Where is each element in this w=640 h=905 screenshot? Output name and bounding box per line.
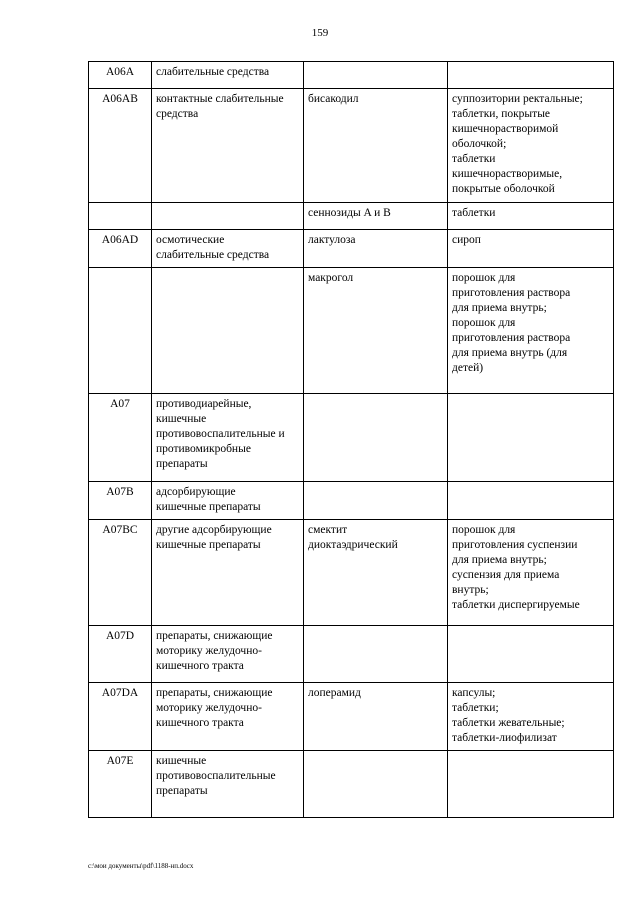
cell-text-line: кишечнорастворимые, <box>452 168 563 180</box>
dosage-form-cell <box>448 683 614 751</box>
cell-text-line: для приема внутрь; <box>452 554 547 566</box>
cell-text-line: кишечнорастворимой <box>452 123 559 135</box>
atc-code-cell: A07BC <box>89 520 152 626</box>
cell-text-line: капсулы; <box>452 687 496 699</box>
cell-text-line: кишечные <box>156 413 207 425</box>
dosage-form-cell <box>448 203 614 230</box>
cell-text-line: контактные слабительные <box>156 93 284 105</box>
cell-text-line: кишечного тракта <box>156 717 244 729</box>
cell-text-line: таблетки жевательные; <box>452 717 565 729</box>
dosage-form-cell <box>448 520 614 626</box>
cell-text-line: противовоспалительные <box>156 770 276 782</box>
table-row <box>89 751 614 818</box>
cell-text-line: приготовления раствора <box>452 287 571 299</box>
group-name-cell <box>152 751 304 818</box>
cell-text-line: суспензия для приема <box>452 569 560 581</box>
cell-text-line: лоперамид <box>308 687 361 699</box>
cell-text-line: покрытые оболочкой <box>452 183 555 195</box>
dosage-form-cell <box>448 626 614 683</box>
page-number: 159 <box>311 27 329 39</box>
table-row <box>89 482 614 520</box>
table-row <box>89 203 614 230</box>
drug-name-cell <box>304 268 448 394</box>
cell-text-line: внутрь; <box>452 584 489 596</box>
cell-text-line: бисакодил <box>308 93 359 105</box>
drug-name-cell <box>304 683 448 751</box>
cell-text-line: таблетки <box>452 207 496 219</box>
cell-text-line: таблетки-лиофилизат <box>452 732 557 744</box>
file-path-footer: c:\мои документы\pdf\1188-нп.docx <box>88 862 194 870</box>
cell-text-line: осмотические <box>156 234 225 246</box>
cell-text-line: препараты, снижающие <box>156 630 273 642</box>
cell-text-line: моторику желудочно- <box>156 702 262 714</box>
atc-code-cell: A07DA <box>89 683 152 751</box>
atc-code-cell: A07D <box>89 626 152 683</box>
cell-text-line: слабительные средства <box>156 249 270 261</box>
cell-text-line: препараты <box>156 785 208 797</box>
atc-code-cell <box>89 203 152 230</box>
cell-text-line: кишечные <box>156 755 207 767</box>
table-row <box>89 626 614 683</box>
cell-text-line: другие адсорбирующие <box>156 524 272 536</box>
cell-text-line: сироп <box>452 234 481 246</box>
dosage-form-cell <box>448 482 614 520</box>
group-name-cell <box>152 482 304 520</box>
cell-text-line: противомикробные <box>156 443 251 455</box>
cell-text-line: таблетки <box>452 153 496 165</box>
drug-table <box>88 61 614 818</box>
dosage-form-cell <box>448 751 614 818</box>
drug-name-cell <box>304 62 448 89</box>
drug-name-cell <box>304 89 448 203</box>
group-name-cell <box>152 683 304 751</box>
atc-code-cell: A07 <box>89 394 152 482</box>
cell-text-line: кишечные препараты <box>156 501 261 513</box>
table-row <box>89 520 614 626</box>
cell-text-line: порошок для <box>452 317 516 329</box>
atc-code-cell: A06AB <box>89 89 152 203</box>
cell-text-line: порошок для <box>452 524 516 536</box>
group-name-cell <box>152 230 304 268</box>
drug-name-cell <box>304 626 448 683</box>
group-name-cell <box>152 62 304 89</box>
dosage-form-cell <box>448 268 614 394</box>
dosage-form-cell <box>448 230 614 268</box>
table-row <box>89 683 614 751</box>
cell-text-line: противовоспалительные и <box>156 428 285 440</box>
dosage-form-cell <box>448 394 614 482</box>
cell-text-line: средства <box>156 108 199 120</box>
cell-text-line: кишечные препараты <box>156 539 261 551</box>
cell-text-line: сеннозиды A и B <box>308 207 391 219</box>
cell-text-line: приготовления раствора <box>452 332 571 344</box>
cell-text-line: слабительные средства <box>156 66 270 78</box>
table-row <box>89 62 614 89</box>
cell-text-line: противодиарейные, <box>156 398 252 410</box>
cell-text-line: приготовления суспензии <box>452 539 578 551</box>
cell-text-line: препараты <box>156 458 208 470</box>
cell-text-line: для приема внутрь; <box>452 302 547 314</box>
cell-text-line: моторику желудочно- <box>156 645 262 657</box>
atc-code-cell: A07E <box>89 751 152 818</box>
drug-name-cell <box>304 394 448 482</box>
atc-code-cell: A07B <box>89 482 152 520</box>
table-row <box>89 394 614 482</box>
drug-name-cell <box>304 751 448 818</box>
table-row <box>89 230 614 268</box>
cell-text-line: таблетки диспергируемые <box>452 599 580 611</box>
drug-name-cell <box>304 482 448 520</box>
group-name-cell <box>152 394 304 482</box>
drug-name-cell <box>304 520 448 626</box>
drug-name-cell <box>304 230 448 268</box>
cell-text-line: детей) <box>452 362 484 374</box>
cell-text-line: макрогол <box>308 272 354 284</box>
dosage-form-cell <box>448 89 614 203</box>
cell-text-line: порошок для <box>452 272 516 284</box>
group-name-cell <box>152 203 304 230</box>
cell-text-line: таблетки; <box>452 702 499 714</box>
cell-text-line: кишечного тракта <box>156 660 244 672</box>
table-row <box>89 89 614 203</box>
cell-text-line: таблетки, покрытые <box>452 108 551 120</box>
group-name-cell <box>152 520 304 626</box>
atc-code-cell: A06A <box>89 62 152 89</box>
cell-text-line: для приема внутрь (для <box>452 347 568 359</box>
cell-text-line: суппозитории ректальные; <box>452 93 583 105</box>
cell-text-line: оболочкой; <box>452 138 507 150</box>
group-name-cell <box>152 268 304 394</box>
drug-name-cell <box>304 203 448 230</box>
table-row <box>89 268 614 394</box>
group-name-cell <box>152 626 304 683</box>
dosage-form-cell <box>448 62 614 89</box>
cell-text-line: препараты, снижающие <box>156 687 273 699</box>
cell-text-line: смектит <box>308 524 348 536</box>
group-name-cell <box>152 89 304 203</box>
atc-code-cell <box>89 268 152 394</box>
cell-text-line: лактулоза <box>308 234 356 246</box>
atc-code-cell: A06AD <box>89 230 152 268</box>
cell-text-line: диоктаэдрический <box>308 539 398 551</box>
cell-text-line: адсорбирующие <box>156 486 236 498</box>
